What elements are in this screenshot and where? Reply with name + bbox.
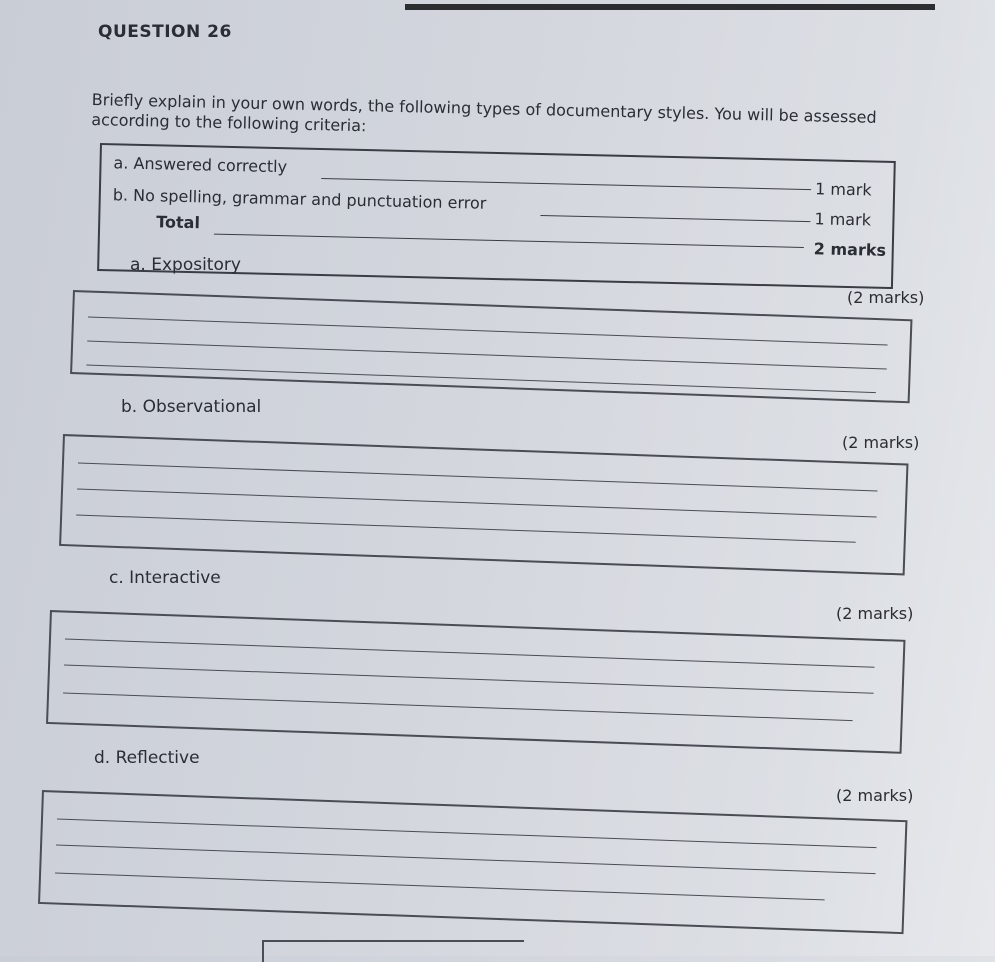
part-b-label: b. Observational — [121, 397, 262, 417]
answer-line[interactable] — [87, 341, 887, 370]
part-c-marks: (2 marks) — [836, 604, 914, 623]
answer-line[interactable] — [76, 515, 856, 543]
criterion-fill-line — [540, 215, 810, 222]
answer-line[interactable] — [63, 693, 853, 722]
answer-line[interactable] — [64, 665, 874, 694]
answer-line[interactable] — [55, 873, 825, 901]
criterion-marks: 1 mark — [814, 209, 872, 230]
top-rule — [405, 4, 935, 10]
criterion-total-marks: 2 marks — [813, 239, 887, 260]
criterion-fill-line — [321, 178, 811, 190]
part-d-label: d. Reflective — [94, 748, 200, 768]
criterion-fill-line — [214, 234, 804, 248]
part-a-label: a. Expository — [130, 255, 241, 275]
criterion-marks: 1 mark — [814, 179, 872, 200]
answer-line[interactable] — [57, 819, 877, 849]
answer-line[interactable] — [56, 845, 876, 875]
part-d-marks: (2 marks) — [836, 786, 914, 805]
next-box-fragment — [262, 940, 524, 962]
part-c-answer-box — [46, 610, 905, 754]
part-b-marks: (2 marks) — [842, 433, 920, 452]
answer-line[interactable] — [86, 365, 876, 394]
part-c-label: c. Interactive — [109, 568, 221, 588]
criterion-spelling-grammar: b. No spelling, grammar and punctuation error — [112, 185, 487, 213]
part-a-marks: (2 marks) — [847, 288, 925, 307]
criterion-total: Total — [156, 212, 201, 233]
answer-line[interactable] — [88, 317, 888, 346]
answer-line[interactable] — [78, 463, 878, 492]
answer-line[interactable] — [77, 489, 877, 518]
part-a-answer-box — [70, 290, 912, 403]
question-instructions: Briefly explain in your own words, the following types of documentary styles. You will be assessed according to the following criteria: — [91, 90, 877, 136]
question-title: QUESTION 26 — [98, 22, 232, 42]
answer-line[interactable] — [65, 639, 875, 668]
part-b-answer-box — [59, 434, 908, 575]
criterion-answered-correctly: a. Answered correctly — [113, 153, 288, 177]
part-d-answer-box — [38, 790, 907, 934]
